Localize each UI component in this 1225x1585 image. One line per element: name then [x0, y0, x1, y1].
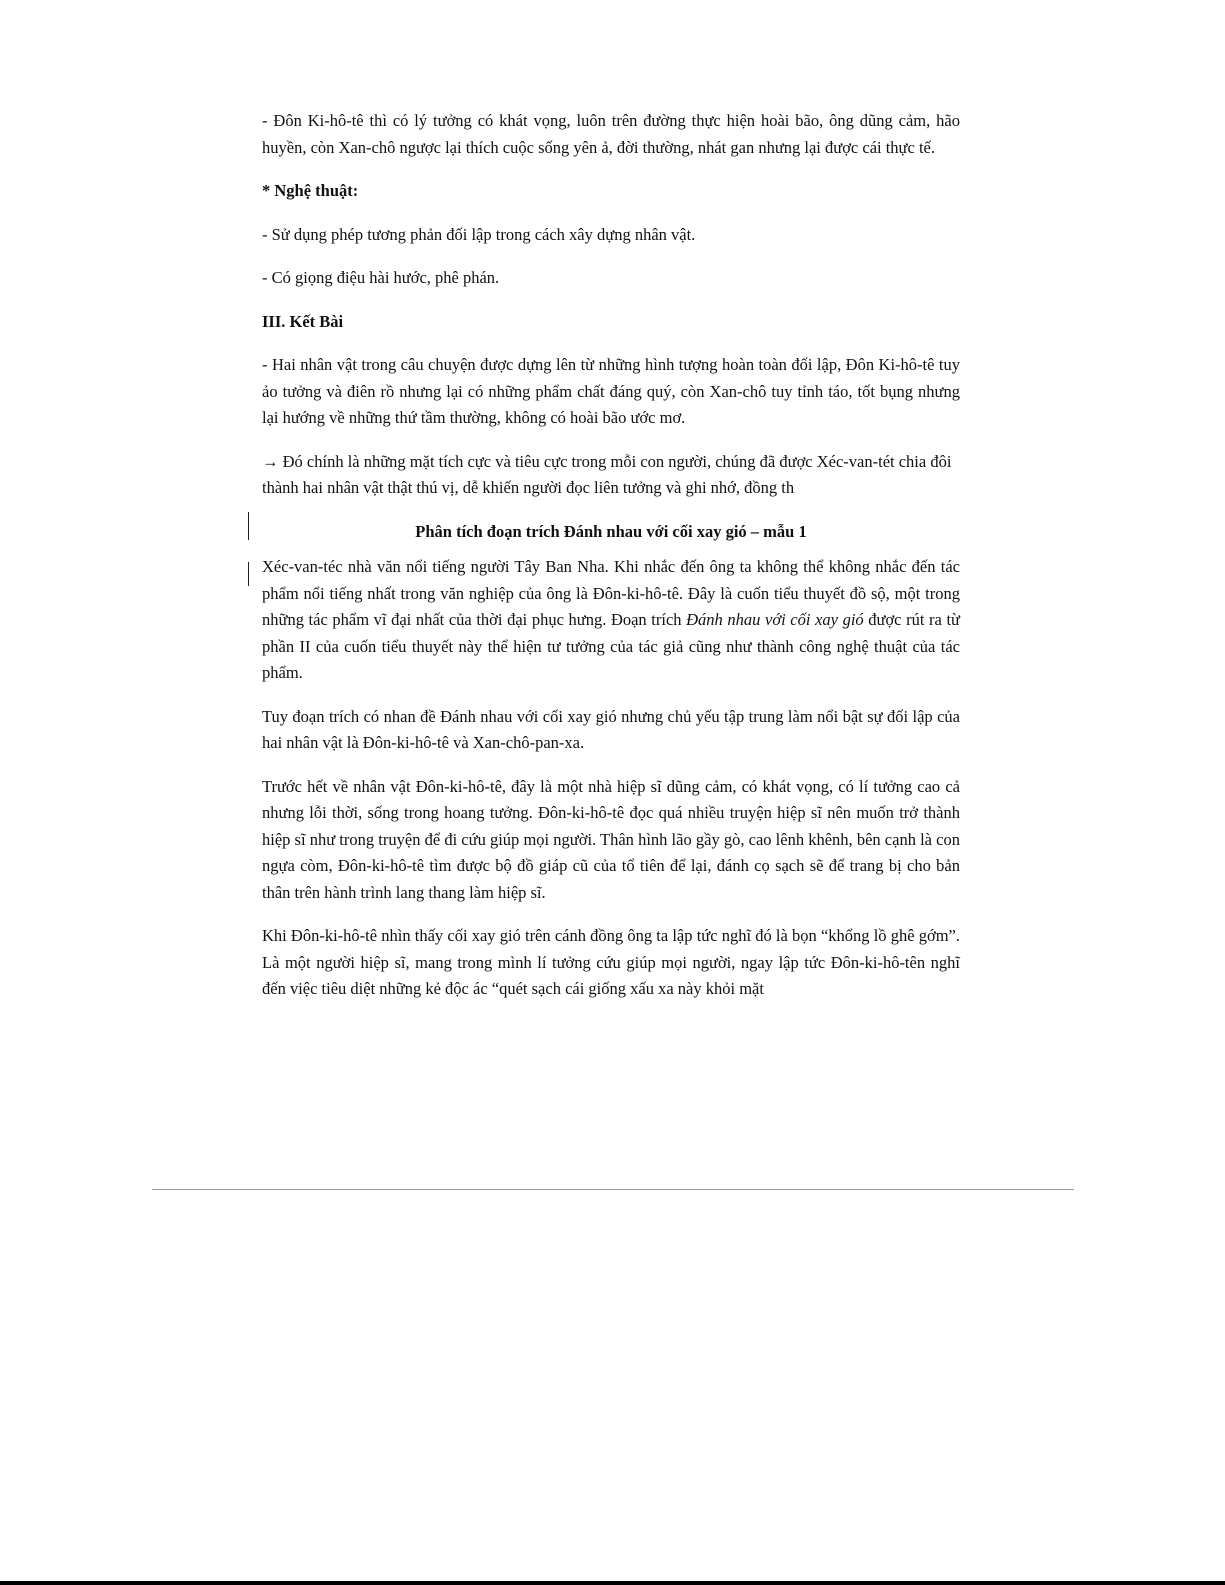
paragraph-text: được rút ra từ phần II của cuốn tiểu thuyết này thể hiện tư tưởng của tác giả cũng như thành công nghệ thuật của tác phẩm. [262, 610, 960, 682]
paragraph: - Hai nhân vật trong câu chuyện được dựng lên từ những hình tượng hoàn toàn đối lập, Đôn Ki-hô-tê tuy ảo tưởng và điên rồ nhưng lại có những phẩm chất đáng quý, còn Xan-chô tuy tỉnh táo, tốt bụng nhưng lại hướng về những thứ tầm thường, không có hoài bão ước mơ. [262, 355, 960, 427]
paragraph: - Sử dụng phép tương phản đối lập trong cách xây dựng nhân vật. [262, 224, 696, 244]
paragraph: Tuy đoạn trích có nhan đề Đánh nhau với cối xay gió nhưng chủ yếu tập trung làm nổi bật sự đối lập của hai nhân vật là Đôn-ki-hô-tê và Xan-chô-pan-xa. [262, 706, 960, 752]
bottom-edge [0, 1581, 1225, 1585]
paragraph: → Đó chính là những mặt tích cực và tiêu cực trong mỗi con người, chúng đã được Xéc-van-tét chia đôi thành hai nhân vật thật thú vị, dễ khiến người đọc liên tưởng và ghi nhớ, đồng th [262, 451, 952, 497]
section-heading-conclusion: III. Kết Bài [262, 311, 344, 331]
paragraph: - Đôn Ki-hô-tê thì có lý tưởng có khát vọng, luôn trên đường thực hiện hoài bão, ông dũng cảm, hão huyền, còn Xan-chô ngược lại thích cuộc sống yên ả, đời thường, nhát gan nhưng lại được cái thực tế. [262, 111, 960, 157]
article-title: Phân tích đoạn trích Đánh nhau với cối xay gió – mẫu 1 [415, 521, 807, 541]
paragraph-text: Xéc-van-téc nhà văn nổi tiếng người Tây Ban Nha. Khi nhắc đến ông ta không thể không nhắc đến tác phẩm nổi tiếng nhất trong văn nghiệp của ông là Đôn-ki-hô-tê. Đây là cuốn tiểu thuyết đồ sộ, một trong những tác phẩm vĩ đại nhất của thời đại phục hưng. Đoạn trích [262, 557, 960, 629]
section-heading-art: * Nghệ thuật: [262, 181, 359, 200]
paragraph: Trước hết về nhân vật Đôn-ki-hô-tê, đây là một nhà hiệp sĩ dũng cảm, có khát vọng, có lí tưởng cao cả nhưng lỗi thời, sống trong hoang tưởng. Đôn-ki-hô-tê đọc quá nhiều truyện hiệp sĩ nên muốn trở thành hiệp sĩ như trong truyện để đi cứu giúp mọi người. Thân hình lão gầy gò, cao lênh khênh, bên cạnh là con ngựa còm, Đôn-ki-hô-tê tìm được bộ đồ giáp cũ của tổ tiên để lại, đánh cọ sạch sẽ để trang bị cho bản thân trên hành trình lang thang làm hiệp sĩ. [262, 776, 960, 902]
change-bar [248, 512, 249, 540]
paragraph [262, 554, 960, 687]
page-divider [152, 1189, 1074, 1190]
change-bar [248, 562, 249, 586]
document-page [262, 108, 960, 1020]
paragraph: Khi Đôn-ki-hô-tê nhìn thấy cối xay gió trên cánh đồng ông ta lập tức nghĩ đó là bọn “khổng lồ ghê gớm”. Là một người hiệp sĩ, mang trong mình lí tưởng cứu giúp mọi người, ngay lập tức Đôn-ki-hô-tên nghĩ đến việc tiêu diệt những kẻ độc ác “quét sạch cái giống xấu xa này khỏi mặt [262, 926, 960, 998]
italic-title: Đánh nhau với cối xay gió [686, 610, 864, 629]
paragraph: - Có giọng điệu hài hước, phê phán. [262, 268, 500, 287]
